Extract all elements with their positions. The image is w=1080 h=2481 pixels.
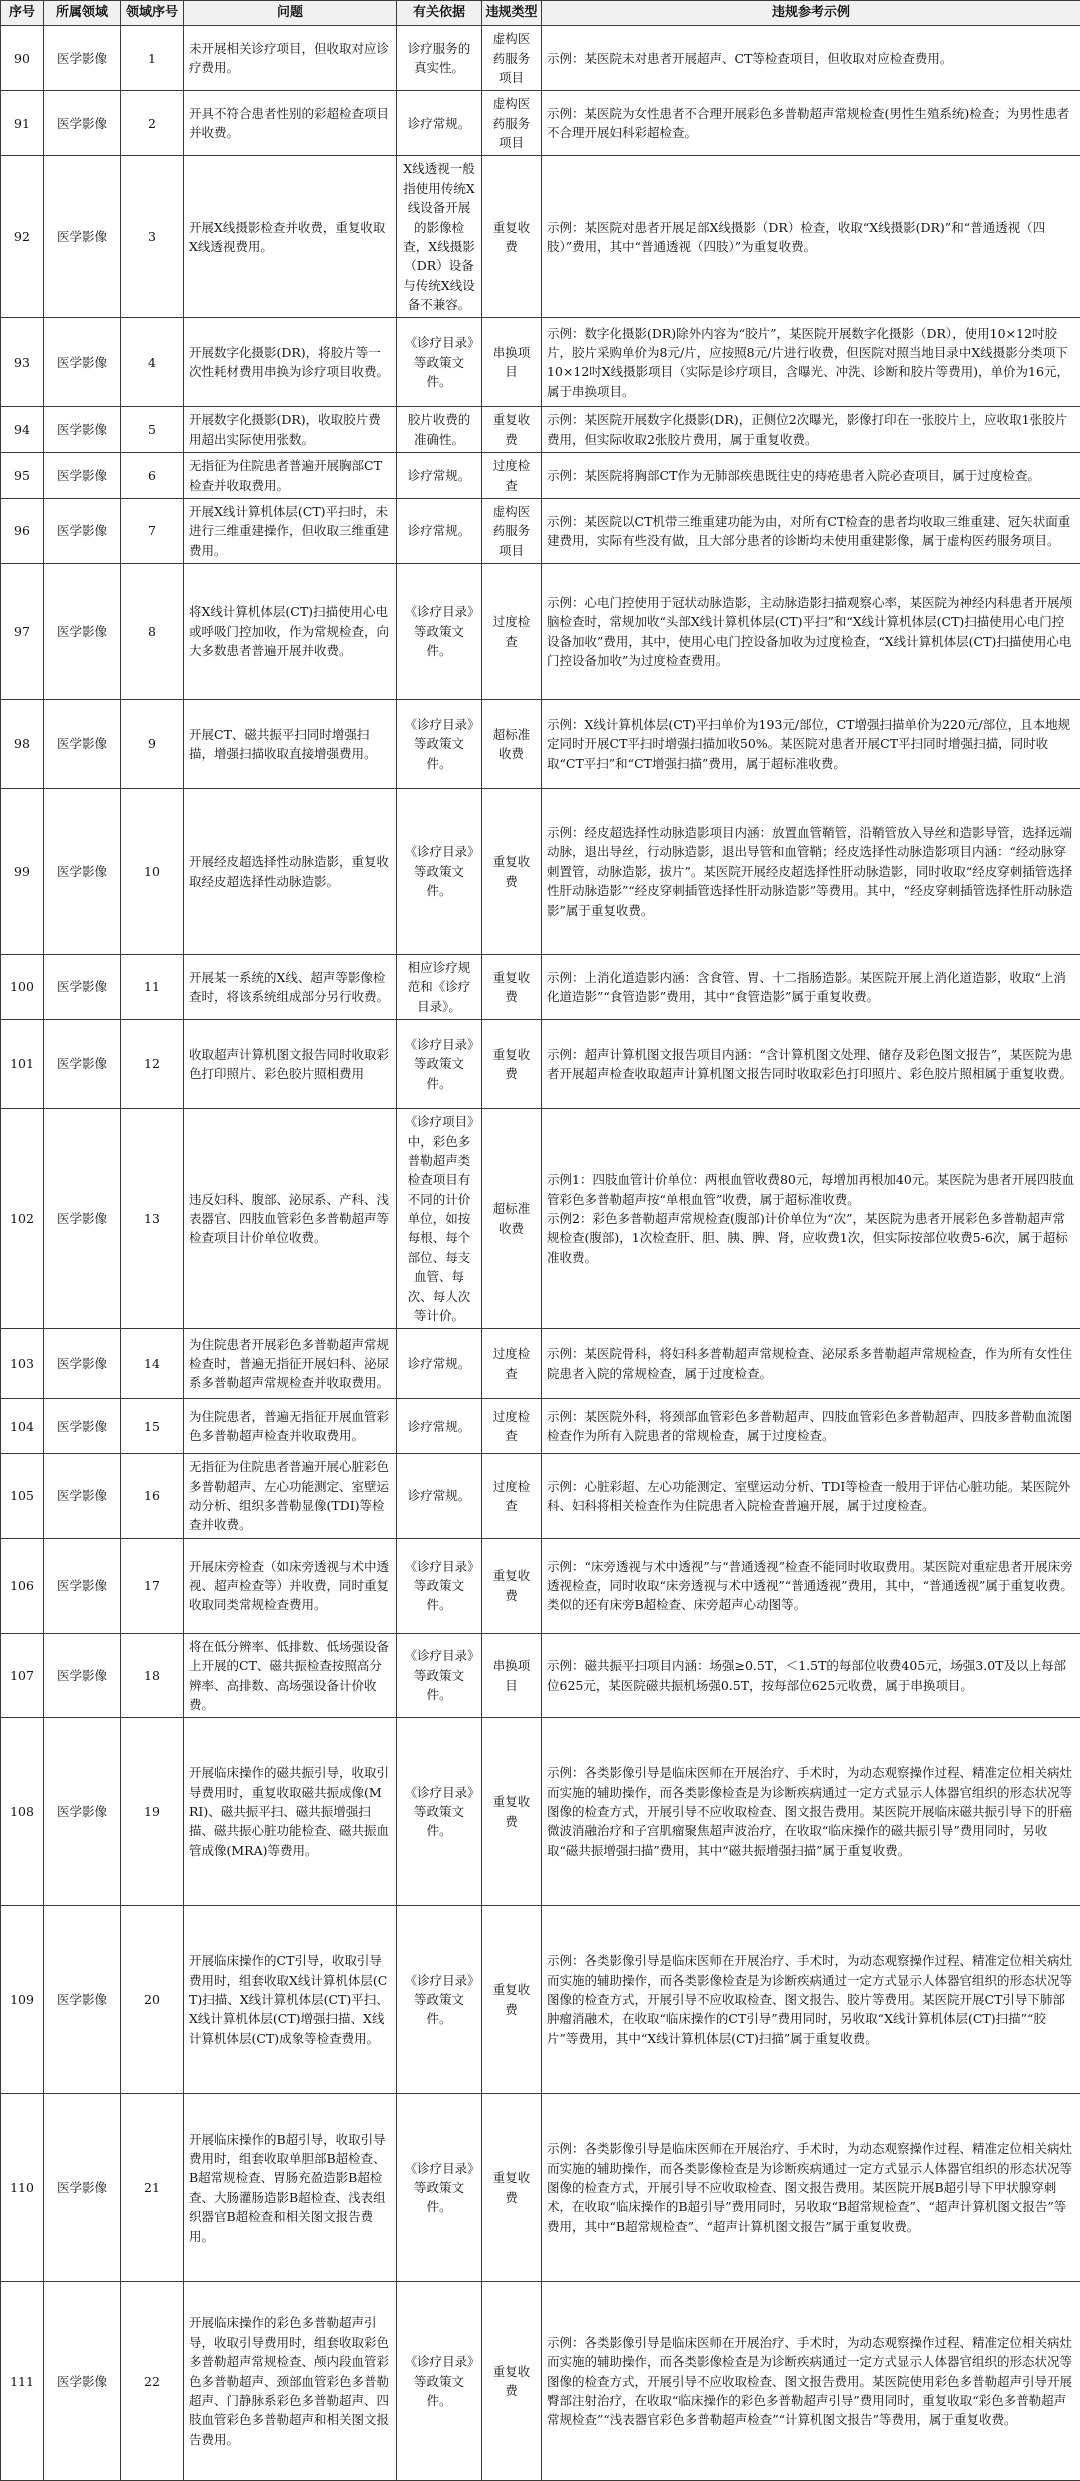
table-row <box>1 700 1080 789</box>
row-domain-index: 6 <box>121 453 184 499</box>
row-domain: 医学影像 <box>44 91 121 156</box>
row-domain-index: 1 <box>121 26 184 91</box>
header-issue: 问题 <box>184 1 397 26</box>
header-basis: 有关依据 <box>397 1 482 26</box>
row-domain-index: 21 <box>121 2094 184 2282</box>
row-domain: 医学影像 <box>44 156 121 318</box>
row-example: 示例：心电门控使用于冠状动脉造影，主动脉造影扫描观察心率，某医院为神经内科患者开展颅脑检查时，常规加收“头部X线计算机体层(CT)平扫”和“X线计算机体层(CT)扫描使用心电门控设备加收”费用，其中，使用心电门控设备加收为过度检查，“X线计算机体层(CT)扫描使用心电门控设备加收”为过度检查费用。 <box>542 564 1080 700</box>
row-violation-type: 虚构医药服务项目 <box>482 91 542 156</box>
row-number: 100 <box>1 955 44 1020</box>
table-row <box>1 2282 1080 2481</box>
table-row <box>1 91 1080 156</box>
header-example: 违规参考示例 <box>542 1 1080 26</box>
row-number: 95 <box>1 453 44 499</box>
row-basis: 相应诊疗规范和《诊疗目录》。 <box>397 955 482 1020</box>
row-basis: 《诊疗项目》中，彩色多普勒超声类检查项目有不同的计价单位，如按每根、每个部位、每支血管、每次、每人次等计价。 <box>397 1109 482 1329</box>
row-example: 示例：某医院开展数字化摄影(DR)，正侧位2次曝光，影像打印在一张胶片上，应收取1张胶片费用，但实际收取2张胶片费用，属于重复收费。 <box>542 407 1080 453</box>
row-issue: 无指征为住院患者普遍开展胸部CT检查并收取费用。 <box>184 453 397 499</box>
table-body <box>1 26 1080 2481</box>
table-row <box>1 955 1080 1020</box>
row-issue: 开展临床操作的彩色多普勒超声引导，收取引导费用时，组套收取彩色多普勒超声常规检查、颅内段血管彩色多普勒超声、颈部血管彩色多普勒超声、门静脉系彩色多普勒超声、四肢血管彩色多普勒超声和相关图文报告费用。 <box>184 2282 397 2481</box>
row-issue: 开展X线摄影检查并收费，重复收取X线透视费用。 <box>184 156 397 318</box>
row-issue: 开展数字化摄影(DR)，将胶片等一次性耗材费用串换为诊疗项目收费。 <box>184 318 397 407</box>
row-domain-index: 9 <box>121 700 184 789</box>
row-issue: 违反妇科、腹部、泌尿系、产科、浅表器官、四肢血管彩色多普勒超声等检查项目计价单位收费。 <box>184 1109 397 1329</box>
row-domain: 医学影像 <box>44 1538 121 1633</box>
row-number: 101 <box>1 1020 44 1109</box>
row-example: 示例1：四肢血管计价单位：两根血管收费80元，每增加再根加40元。某医院为患者开展四肢血管彩色多普勒超声按“单根血管”收费，属于超标准收费。 示例2：彩色多普勒超声常规检查(腹部)计价单位为“次”，某医院为患者开展彩色多普勒超声常规检查(腹部)，1次检查肝、胆、胰、脾、肾，应收费1次，但实际按部位收费5-6次，属于超标准收费。 <box>542 1109 1080 1329</box>
row-issue: 将X线计算机体层(CT)扫描使用心电或呼吸门控加收，作为常规检查，向大多数患者普遍开展并收费。 <box>184 564 397 700</box>
row-issue: 开展临床操作的磁共振引导，收取引导费用时，重复收取磁共振成像(MRI)、磁共振平扫、磁共振增强扫描、磁共振心脏功能检查、磁共振血管成像(MRA)等费用。 <box>184 1718 397 1906</box>
row-domain-index: 17 <box>121 1538 184 1633</box>
row-domain: 医学影像 <box>44 407 121 453</box>
row-violation-type: 过度检查 <box>482 1454 542 1539</box>
row-basis: 《诊疗目录》等政策文件。 <box>397 2094 482 2282</box>
table-row <box>1 1329 1080 1399</box>
row-basis: 《诊疗目录》等政策文件。 <box>397 318 482 407</box>
row-issue: 为住院患者，普遍无指征开展血管彩色多普勒超声检查并收取费用。 <box>184 1399 397 1454</box>
row-domain: 医学影像 <box>44 1020 121 1109</box>
row-issue: 未开展相关诊疗项目，但收取对应诊疗费用。 <box>184 26 397 91</box>
row-example: 示例：X线计算机体层(CT)平扫单价为193元/部位，CT增强扫描单价为220元/部位，且本地规定同时开展CT平扫时增强扫描加收50%。某医院对患者开展CT平扫同时增强扫描，同时收取“CT平扫”和“CT增强扫描”费用，属于超标准收费。 <box>542 700 1080 789</box>
row-example: 示例：各类影像引导是临床医师在开展治疗、手术时，为动态观察操作过程、精准定位相关病灶而实施的辅助操作，而各类影像检查是为诊断疾病通过一定方式显示人体器官组织的形态状况等图像的检查方式，开展引导不应收取检查、图文报告、胶片等费用。某医院开展CT引导下肺部肿瘤消融术，在收取“临床操作的CT引导”费用同时，另收取“X线计算机体层(CT)扫描”“胶片”等费用，其中“X线计算机体层(CT)扫描”属于重复收费。 <box>542 1906 1080 2094</box>
row-domain: 医学影像 <box>44 1329 121 1399</box>
row-example: 示例：上消化道造影内涵：含食管、胃、十二指肠造影。某医院开展上消化道造影，收取“上消化道造影”“食管造影”费用，其中“食管造影”属于重复收费。 <box>542 955 1080 1020</box>
row-domain-index: 5 <box>121 407 184 453</box>
row-domain: 医学影像 <box>44 1633 121 1718</box>
row-basis: 《诊疗目录》等政策文件。 <box>397 1633 482 1718</box>
row-domain-index: 7 <box>121 498 184 563</box>
row-domain: 医学影像 <box>44 26 121 91</box>
row-number: 99 <box>1 789 44 955</box>
row-violation-type: 过度检查 <box>482 1399 542 1454</box>
row-number: 93 <box>1 318 44 407</box>
table-row <box>1 498 1080 563</box>
row-issue: 开展临床操作的B超引导，收取引导费用时，组套收取单胆部B超检查、B超常规检查、胃肠充盈造影B超检查、大肠灌肠造影B超检查、浅表组织器官B超检查和相关图文报告费用。 <box>184 2094 397 2282</box>
row-domain-index: 18 <box>121 1633 184 1718</box>
row-number: 96 <box>1 498 44 563</box>
row-violation-type: 重复收费 <box>482 156 542 318</box>
row-example: 示例：数字化摄影(DR)除外内容为“胶片”，某医院开展数字化摄影（DR），使用10×12吋胶片，胶片采购单价为8元/片，应按照8元/片进行收费，但医院对照当地目录中X线摄影分类项下10×12吋X线摄影项目（实际是诊疗项目，含曝光、冲洗、诊断和胶片等费用)，单价为16元，属于串换项目。 <box>542 318 1080 407</box>
row-issue: 开展CT、磁共振平扫同时增强扫描，增强扫描收取直接增强费用。 <box>184 700 397 789</box>
row-domain: 医学影像 <box>44 498 121 563</box>
row-number: 103 <box>1 1329 44 1399</box>
row-domain-index: 8 <box>121 564 184 700</box>
row-basis: 诊疗常规。 <box>397 1454 482 1539</box>
row-domain: 医学影像 <box>44 1399 121 1454</box>
row-domain: 医学影像 <box>44 564 121 700</box>
row-domain: 医学影像 <box>44 700 121 789</box>
row-basis: 诊疗常规。 <box>397 1329 482 1399</box>
row-violation-type: 虚构医药服务项目 <box>482 498 542 563</box>
row-issue: 开展临床操作的CT引导，收取引导费用时，组套收取X线计算机体层(CT)扫描、X线计算机体层(CT)平扫、X线计算机体层(CT)增强扫描、X线计算机体层(CT)成象等检查费用。 <box>184 1906 397 2094</box>
table-row <box>1 789 1080 955</box>
row-example: 示例：磁共振平扫项目内涵：场强≥0.5T，＜1.5T的每部位收费405元，场强3.0T及以上每部位625元，某医院磁共振机场强0.5T，按每部位625元收费，属于串换项目。 <box>542 1633 1080 1718</box>
row-number: 108 <box>1 1718 44 1906</box>
header-domain-index: 领域序号 <box>121 1 184 26</box>
row-basis: 《诊疗目录》等政策文件。 <box>397 1718 482 1906</box>
row-issue: 开展数字化摄影(DR)，收取胶片费用超出实际使用张数。 <box>184 407 397 453</box>
row-domain: 医学影像 <box>44 1906 121 2094</box>
row-domain-index: 20 <box>121 1906 184 2094</box>
row-number: 92 <box>1 156 44 318</box>
table-row <box>1 1906 1080 2094</box>
row-issue: 无指征为住院患者普遍开展心脏彩色多普勒超声、左心功能测定、室壁运动分析、组织多普勒显像(TDI)等检查并收费。 <box>184 1454 397 1539</box>
row-number: 111 <box>1 2282 44 2481</box>
row-violation-type: 重复收费 <box>482 1718 542 1906</box>
table-row <box>1 564 1080 700</box>
row-violation-type: 重复收费 <box>482 407 542 453</box>
row-violation-type: 过度检查 <box>482 1329 542 1399</box>
row-basis: 《诊疗目录》等政策文件。 <box>397 564 482 700</box>
row-violation-type: 串换项目 <box>482 1633 542 1718</box>
row-domain-index: 15 <box>121 1399 184 1454</box>
row-example: 示例：各类影像引导是临床医师在开展治疗、手术时，为动态观察操作过程、精准定位相关病灶而实施的辅助操作，而各类影像检查是为诊断疾病通过一定方式显示人体器官组织的形态状况等图像的检查方式，开展引导不应收取检查、图文报告费用。某医院开展B超引导下甲状腺穿刺术，在收取“临床操作的B超引导”费用同时，另收取“B超常规检查”、“超声计算机图文报告”等费用，其中“B超常规检查”、“超声计算机图文报告”属于重复收费。 <box>542 2094 1080 2282</box>
row-violation-type: 重复收费 <box>482 2282 542 2481</box>
row-violation-type: 过度检查 <box>482 453 542 499</box>
row-example: 示例：某医院对患者开展足部X线摄影（DR）检查，收取“X线摄影(DR)”和“普通透视（四肢）”费用，其中“普通透视（四肢）”为重复收费。 <box>542 156 1080 318</box>
row-example: 示例：经皮超选择性动脉造影项目内涵：放置血管鞘管，沿鞘管放入导丝和造影导管，选择远端动脉，退出导丝，行动脉造影，退出导管和血管鞘；经皮选择性动脉造影项目内涵：“经动脉穿刺置管，动脉造影，拔片”。某医院开展经皮超选择性肝动脉造影，同时收取“经皮穿刺插管选择性肝动脉造影”“经皮穿刺插管选择性肝动脉造影”等费用。其中，“经皮穿刺插管选择性肝动脉造影”属于重复收费。 <box>542 789 1080 955</box>
row-number: 90 <box>1 26 44 91</box>
row-domain-index: 19 <box>121 1718 184 1906</box>
row-example: 示例：心脏彩超、左心功能测定、室壁运动分析、TDI等检查一般用于评估心脏功能。某医院外科、妇科将相关检查作为住院患者入院检查普遍开展，属于过度检查。 <box>542 1454 1080 1539</box>
row-number: 102 <box>1 1109 44 1329</box>
row-basis: 《诊疗目录》等政策文件。 <box>397 1906 482 2094</box>
row-basis: X线透视一般指使用传统X线设备开展的影像检查，X线摄影（DR）设备与传统X线设备不兼容。 <box>397 156 482 318</box>
table-row <box>1 26 1080 91</box>
table-row <box>1 1109 1080 1329</box>
row-basis: 《诊疗目录》等政策文件。 <box>397 2282 482 2481</box>
row-violation-type: 虚构医药服务项目 <box>482 26 542 91</box>
row-basis: 胶片收费的准确性。 <box>397 407 482 453</box>
row-basis: 诊疗常规。 <box>397 91 482 156</box>
row-example: 示例：某医院以CT机带三维重建功能为由，对所有CT检查的患者均收取三维重建、冠矢状面重建费用，实际有些没有做，且大部分患者的诊断均未使用重建影像，属于虚构医药服务项目。 <box>542 498 1080 563</box>
row-domain-index: 10 <box>121 789 184 955</box>
row-violation-type: 重复收费 <box>482 789 542 955</box>
row-domain-index: 22 <box>121 2282 184 2481</box>
row-basis: 诊疗常规。 <box>397 453 482 499</box>
row-issue: 开具不符合患者性别的彩超检查项目并收费。 <box>184 91 397 156</box>
row-domain-index: 2 <box>121 91 184 156</box>
row-example: 示例：各类影像引导是临床医师在开展治疗、手术时，为动态观察操作过程、精准定位相关病灶而实施的辅助操作，而各类影像检查是为诊断疾病通过一定方式显示人体器官组织的形态状况等图像的检查方式，开展引导不应收取检查、图文报告费用。某医院使用彩色多普勒超声引导开展臀部注射治疗，在收取“临床操作的彩色多普勒超声引导”费用同时，重复收取“彩色多普勒超声常规检查”“浅表器官彩色多普勒超声检查”“计算机图文报告”等费用，属于重复收费。 <box>542 2282 1080 2481</box>
row-domain: 医学影像 <box>44 453 121 499</box>
row-issue: 开展某一系统的X线、超声等影像检查时，将该系统组成部分另行收费。 <box>184 955 397 1020</box>
table-row <box>1 1454 1080 1539</box>
header-domain: 所属领域 <box>44 1 121 26</box>
header-violation-type: 违规类型 <box>482 1 542 26</box>
row-domain: 医学影像 <box>44 789 121 955</box>
row-number: 107 <box>1 1633 44 1718</box>
row-number: 106 <box>1 1538 44 1633</box>
row-domain: 医学影像 <box>44 1109 121 1329</box>
row-domain-index: 14 <box>121 1329 184 1399</box>
row-violation-type: 过度检查 <box>482 564 542 700</box>
row-issue: 开展X线计算机体层(CT)平扫时，未进行三维重建操作，但收取三维重建费用。 <box>184 498 397 563</box>
table-row <box>1 1399 1080 1454</box>
table-row <box>1 318 1080 407</box>
row-basis: 诊疗服务的真实性。 <box>397 26 482 91</box>
row-example: 示例：某医院将胸部CT作为无肺部疾患既往史的痔疮患者入院必查项目，属于过度检查。 <box>542 453 1080 499</box>
row-basis: 诊疗常规。 <box>397 1399 482 1454</box>
row-example: 示例：某医院骨科，将妇科多普勒超声常规检查、泌尿系多普勒超声常规检查，作为所有女性住院患者入院的常规检查，属于过度检查。 <box>542 1329 1080 1399</box>
row-basis: 《诊疗目录》等政策文件。 <box>397 789 482 955</box>
row-number: 110 <box>1 2094 44 2282</box>
row-violation-type: 重复收费 <box>482 1538 542 1633</box>
row-domain: 医学影像 <box>44 2094 121 2282</box>
row-violation-type: 超标准收费 <box>482 1109 542 1329</box>
row-domain-index: 4 <box>121 318 184 407</box>
row-number: 91 <box>1 91 44 156</box>
table-row <box>1 407 1080 453</box>
table-row <box>1 1718 1080 1906</box>
row-domain: 医学影像 <box>44 318 121 407</box>
row-example: 示例：超声计算机图文报告项目内涵：“含计算机图文处理、储存及彩色图文报告”，某医院为患者开展超声检查收取超声计算机图文报告同时收取彩色打印照片、彩色胶片照相属于重复收费。 <box>542 1020 1080 1109</box>
row-number: 94 <box>1 407 44 453</box>
row-example: 示例：“床旁透视与术中透视”与“普通透视”检查不能同时收取费用。某医院对重症患者开展床旁透视检查，同时收取“床旁透视与术中透视”“普通透视”费用，其中，“普通透视”属于重复收费。类似的还有床旁B超检查、床旁超声心动图等。 <box>542 1538 1080 1633</box>
row-basis: 《诊疗目录》等政策文件。 <box>397 700 482 789</box>
row-example: 示例：某医院外科，将颈部血管彩色多普勒超声、四肢血管彩色多普勒超声、四肢多普勒血流图检查作为所有入院患者的常规检查，属于过度检查。 <box>542 1399 1080 1454</box>
table-header-row <box>1 1 1080 26</box>
row-number: 104 <box>1 1399 44 1454</box>
row-number: 98 <box>1 700 44 789</box>
row-domain-index: 11 <box>121 955 184 1020</box>
row-domain-index: 12 <box>121 1020 184 1109</box>
header-no: 序号 <box>1 1 44 26</box>
row-example: 示例：某医院未对患者开展超声、CT等检查项目，但收取对应检查费用。 <box>542 26 1080 91</box>
row-example: 示例：某医院为女性患者不合理开展彩色多普勒超声常规检查(男性生殖系统)检查；为男性患者不合理开展妇科彩超检查。 <box>542 91 1080 156</box>
table-row <box>1 1020 1080 1109</box>
row-violation-type: 串换项目 <box>482 318 542 407</box>
table-row <box>1 2094 1080 2282</box>
row-issue: 为住院患者开展彩色多普勒超声常规检查时，普遍无指征开展妇科、泌尿系多普勒超声常规检查并收取费用。 <box>184 1329 397 1399</box>
table-row <box>1 156 1080 318</box>
row-violation-type: 重复收费 <box>482 1020 542 1109</box>
row-violation-type: 超标准收费 <box>482 700 542 789</box>
row-basis: 诊疗常规。 <box>397 498 482 563</box>
row-basis: 《诊疗目录》等政策文件。 <box>397 1538 482 1633</box>
row-issue: 开展经皮超选择性动脉造影，重复收取经皮超选择性动脉造影。 <box>184 789 397 955</box>
row-number: 109 <box>1 1906 44 2094</box>
row-issue: 收取超声计算机图文报告同时收取彩色打印照片、彩色胶片照相费用 <box>184 1020 397 1109</box>
table-row <box>1 453 1080 499</box>
row-example: 示例：各类影像引导是临床医师在开展治疗、手术时，为动态观察操作过程、精准定位相关病灶而实施的辅助操作，而各类影像检查是为诊断疾病通过一定方式显示人体器官组织的形态状况等图像的检查方式，开展引导不应收取检查、图文报告费用。某医院开展临床磁共振引导下的肝癌微波消融治疗和子宫肌瘤聚焦超声波治疗，在收取“临床操作的磁共振引导”费用同时，另收取“磁共振增强扫描”费用，其中“磁共振增强扫描”属于重复收费。 <box>542 1718 1080 1906</box>
row-issue: 将在低分辨率、低排数、低场强设备上开展的CT、磁共振检查按照高分辨率、高排数、高场强设备计价收费。 <box>184 1633 397 1718</box>
row-domain: 医学影像 <box>44 1718 121 1906</box>
row-domain-index: 16 <box>121 1454 184 1539</box>
table-row <box>1 1633 1080 1718</box>
row-number: 97 <box>1 564 44 700</box>
row-domain: 医学影像 <box>44 2282 121 2481</box>
row-number: 105 <box>1 1454 44 1539</box>
row-domain: 医学影像 <box>44 955 121 1020</box>
row-domain: 医学影像 <box>44 1454 121 1539</box>
row-domain-index: 3 <box>121 156 184 318</box>
row-violation-type: 重复收费 <box>482 1906 542 2094</box>
table-row <box>1 1538 1080 1633</box>
row-domain-index: 13 <box>121 1109 184 1329</box>
row-violation-type: 重复收费 <box>482 2094 542 2282</box>
row-issue: 开展床旁检查（如床旁透视与术中透视、超声检查等）并收费，同时重复收取同类常规检查费用。 <box>184 1538 397 1633</box>
row-basis: 《诊疗目录》等政策文件。 <box>397 1020 482 1109</box>
row-violation-type: 重复收费 <box>482 955 542 1020</box>
